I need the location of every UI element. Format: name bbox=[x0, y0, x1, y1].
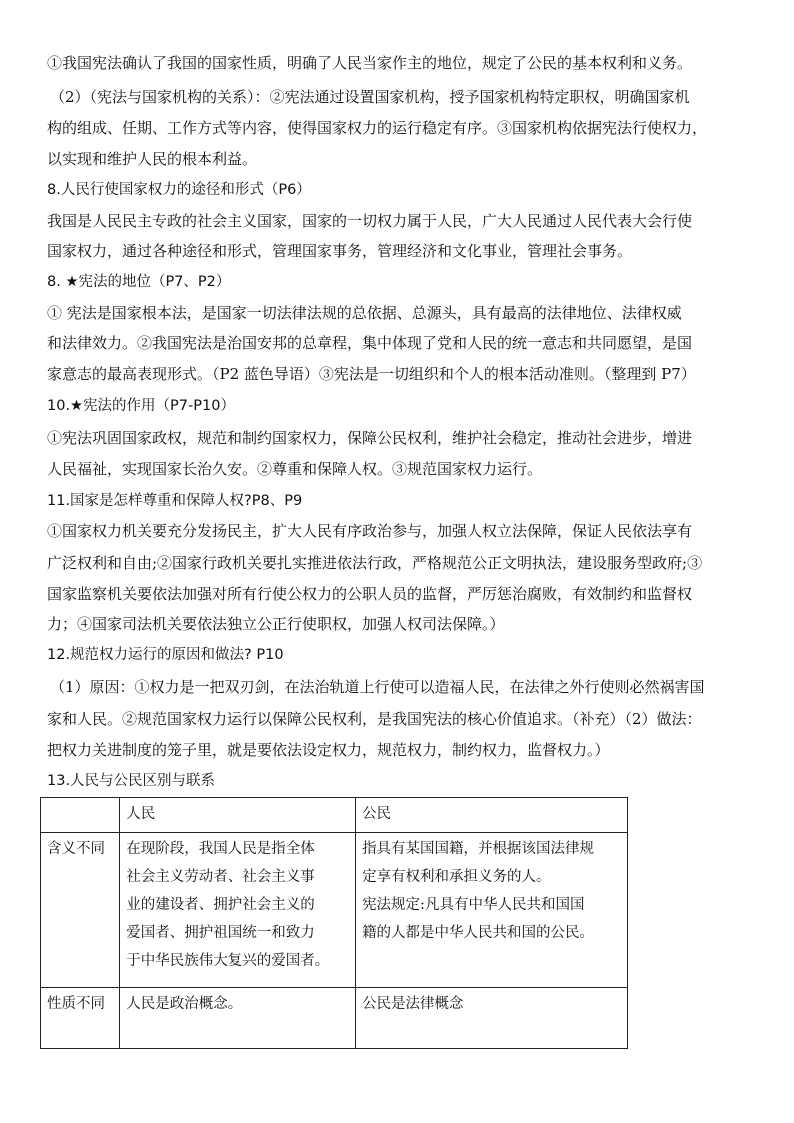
cell-text-line: 定享有权利和承担义务的人。 bbox=[362, 869, 551, 885]
table-cell-citizen: 公民是法律概念 bbox=[356, 988, 628, 1049]
table-header-cell: 人民 bbox=[120, 798, 356, 833]
paragraph-line: 国家监察机关要依法加强对所有行使公权力的公职人员的监督，严厉惩治腐败，有效制约和监督权 bbox=[47, 585, 693, 603]
cell-text-line: 指具有某国国籍，并根据该国法律规 bbox=[362, 841, 595, 857]
paragraph-line: ①国家权力机关要充分发扬民主，扩大人民有序政治参与，加强人权立法保障，保证人民依法享有 bbox=[47, 522, 693, 540]
paragraph-line: （1）原因：①权力是一把双刃剑，在法治轨道上行使可以造福人民，在法律之外行使则必然祸害国 bbox=[50, 678, 705, 696]
paragraph-line: 和法律效力。②我国宪法是治国安邦的总章程，集中体现了党和人民的统一意志和共同愿望，是国 bbox=[47, 334, 693, 352]
row-label: 性质不同 bbox=[41, 988, 120, 1049]
paragraph-line: 力；④国家司法机关要依法独立公正行使职权，加强人权司法保障。） bbox=[47, 615, 505, 633]
paragraph-line: 构的组成、任期、工作方式等内容，使得国家权力的运行稳定有序。③国家机构依据宪法行使权力， bbox=[47, 119, 708, 137]
cell-text-line: 在现阶段，我国人民是指全体 bbox=[126, 841, 315, 857]
paragraph-line: 广泛权利和自由;②国家行政机关要扎实推进依法行政，严格规范公正文明执法，建设服务型政府;③ bbox=[47, 554, 703, 572]
section-heading-constitution-status: 8. ★宪法的地位（P7、P2） bbox=[47, 274, 231, 290]
paragraph-line: 家意志的最高表现形式。（P2 蓝色导语）③宪法是一切组织和个人的根本活动准则。（整理到 P7） bbox=[47, 365, 696, 383]
table-cell-citizen bbox=[356, 833, 628, 988]
table-header-row bbox=[41, 798, 628, 833]
paragraph-line: ① 宪法是国家根本法，是国家一切法律法规的总依据、总源头，具有最高的法律地位、法律权威 bbox=[47, 304, 682, 322]
section-heading-human-rights: 11.国家是怎样尊重和保障人权?P8、P9 bbox=[47, 493, 303, 509]
cell-text-line: 籍的人都是中华人民共和国的公民。 bbox=[362, 925, 595, 941]
cell-text-line: 爱国者、拥护祖国统一和致力 bbox=[126, 925, 315, 941]
section-heading-8-paths: 8.人民行使国家权力的途径和形式（P6） bbox=[47, 182, 311, 198]
table-row bbox=[41, 833, 628, 988]
paragraph-line: 把权力关进制度的笼子里，就是要依法设定权力，规范权力，制约权力，监督权力。） bbox=[47, 741, 610, 759]
paragraph-line: ①我国宪法确认了我国的国家性质，明确了人民当家作主的地位，规定了公民的基本权利和义务。 bbox=[47, 54, 693, 72]
paragraph-line: 家和人民。②规范国家权力运行以保障公民权利，是我国宪法的核心价值追求。（补充）（2）做法： bbox=[47, 710, 702, 728]
paragraph-line: ①宪法巩固国家政权，规范和制约国家权力，保障公民权利，维护社会稳定，推动社会进步，增进 bbox=[47, 429, 693, 447]
table-cell-people bbox=[120, 833, 356, 988]
cell-text-line: 业的建设者、拥护社会主义的 bbox=[126, 897, 315, 913]
table-row bbox=[41, 988, 628, 1049]
comparison-table bbox=[40, 797, 628, 1049]
section-heading-power-regulation: 12.规范权力运行的原因和做法? P10 bbox=[47, 647, 284, 663]
section-heading-constitution-role: 10.★宪法的作用（P7-P10） bbox=[47, 398, 235, 414]
paragraph-line: 以实现和维护人民的根本利益。 bbox=[47, 150, 258, 168]
section-heading-people-vs-citizen: 13.人民与公民区别与联系 bbox=[47, 773, 216, 789]
cell-text-line: 社会主义劳动者、社会主义事 bbox=[126, 869, 315, 885]
paragraph-line: （2）（宪法与国家机构的关系）：②宪法通过设置国家机构，授予国家机构特定职权，明确国家机 bbox=[50, 88, 690, 106]
table-header-cell bbox=[41, 798, 120, 833]
cell-text-line: 宪法规定:凡具有中华人民共和国国 bbox=[362, 897, 585, 913]
paragraph-line: 国家权力，通过各种途径和形式，管理国家事务，管理经济和文化事业，管理社会事务。 bbox=[47, 242, 633, 260]
row-label: 含义不同 bbox=[41, 833, 120, 988]
paragraph-line: 我国是人民民主专政的社会主义国家，国家的一切权力属于人民，广大人民通过人民代表大会行使 bbox=[47, 212, 693, 230]
table-cell-people: 人民是政治概念。 bbox=[120, 988, 356, 1049]
table-header-cell: 公民 bbox=[356, 798, 628, 833]
paragraph-line: 人民福祉，实现国家长治久安。②尊重和保障人权。③规范国家权力运行。 bbox=[47, 460, 543, 478]
cell-text-line: 于中华民族伟大复兴的爱国者。 bbox=[126, 953, 330, 969]
